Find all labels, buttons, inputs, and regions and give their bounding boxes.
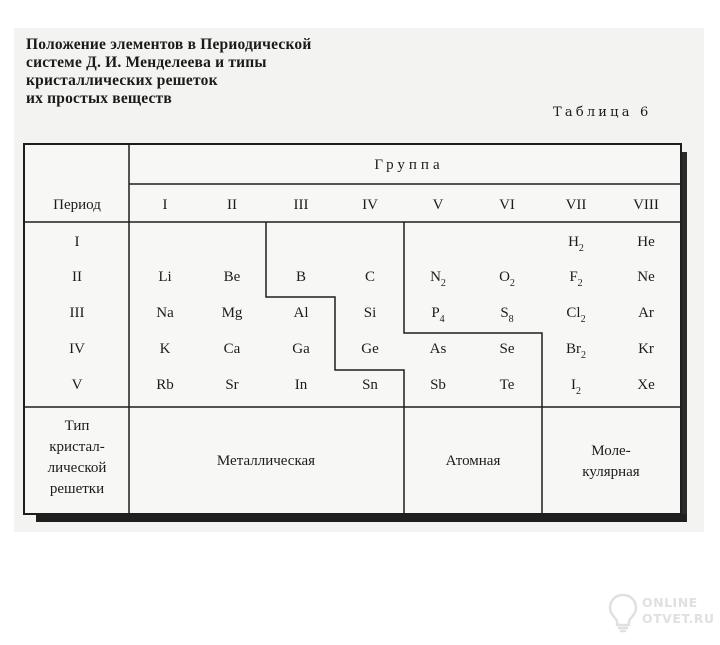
element-symbol-text: Sb <box>430 377 446 393</box>
group-number: III <box>293 197 309 213</box>
element-symbol <box>158 269 171 285</box>
element-symbol <box>224 269 241 285</box>
element-symbol-text: Kr <box>638 341 654 357</box>
element-symbol-text: K <box>159 341 171 357</box>
lattice-header-line: лической <box>47 460 107 476</box>
element-symbol-text: Te <box>499 377 515 393</box>
element-symbol-text: Rb <box>156 377 174 393</box>
element-symbol-text: O <box>499 269 510 285</box>
period-header: Период <box>53 197 101 213</box>
watermark-line: ONLINE <box>642 595 698 610</box>
watermark-line: OTVET.RU <box>642 611 715 626</box>
element-symbol <box>637 234 655 250</box>
element-symbol <box>638 341 654 357</box>
element-symbol-text: Na <box>156 305 174 321</box>
group-number: II <box>227 197 237 213</box>
period-number: II <box>72 269 82 285</box>
element-symbol <box>156 377 174 393</box>
element-symbol-text: Br <box>566 341 581 357</box>
group-header: Группа <box>374 157 444 173</box>
element-symbol-text: Ne <box>637 269 655 285</box>
element-symbol-text: Sn <box>362 377 378 393</box>
element-symbol <box>296 269 306 285</box>
group-number: I <box>162 197 168 213</box>
element-symbol-text: F <box>569 269 578 285</box>
element-subscript: 2 <box>578 243 584 254</box>
period-number: I <box>74 234 80 250</box>
heading-line: системе Д. И. Менделеева и типы <box>26 54 267 71</box>
element-symbol <box>362 377 378 393</box>
element-symbol-text: He <box>637 234 655 250</box>
element-symbol-text: B <box>295 269 307 285</box>
element-symbol-text: I <box>571 377 576 393</box>
heading-line: их простых веществ <box>26 90 172 107</box>
heading-line: кристаллических решеток <box>26 72 218 89</box>
element-symbol-text: Si <box>363 305 377 321</box>
element-symbol-text: Ca <box>223 341 241 357</box>
group-number: VIII <box>633 197 659 213</box>
element-symbol <box>430 341 447 357</box>
element-symbol <box>430 377 446 393</box>
element-symbol <box>638 305 654 321</box>
element-symbol <box>222 305 243 321</box>
element-symbol-text: H <box>568 234 579 250</box>
element-symbol <box>637 269 655 285</box>
element-symbol <box>292 341 310 357</box>
element-symbol <box>361 341 379 357</box>
element-symbol <box>500 377 515 393</box>
group-number: V <box>432 197 444 213</box>
element-symbol-text: Cl <box>566 305 581 321</box>
period-number: IV <box>69 341 85 357</box>
element-symbol-text: Xe <box>637 377 655 393</box>
group-number: IV <box>362 197 378 213</box>
element-symbol <box>637 377 655 393</box>
element-symbol-text: N <box>430 269 441 285</box>
element-symbol-text: As <box>429 341 447 357</box>
element-symbol-text: Be <box>223 269 241 285</box>
element-symbol-text: Ge <box>361 341 379 357</box>
element-symbol-text: In <box>294 377 308 393</box>
atomic-lattice-label: Атомная <box>445 453 501 469</box>
period-number: III <box>69 305 85 321</box>
element-symbol <box>365 269 375 285</box>
element-symbol-text: Li <box>158 269 172 285</box>
element-subscript: 8 <box>508 314 514 325</box>
element-symbol-text: Se <box>499 341 515 357</box>
watermark <box>606 591 715 635</box>
element-symbol <box>364 305 377 321</box>
period-number: V <box>71 377 83 393</box>
element-symbol-text: Ar <box>638 305 654 321</box>
lightbulb-icon <box>608 593 638 633</box>
lattice-header-line: Тип <box>64 418 90 434</box>
element-symbol <box>225 377 238 393</box>
molecular-lattice-label-line: кулярная <box>582 464 640 480</box>
element-symbol <box>295 377 308 393</box>
element-symbol <box>224 341 241 357</box>
element-symbol-text: C <box>364 269 376 285</box>
heading-line: Положение элементов в Периодической <box>26 36 312 53</box>
element-subscript: 2 <box>581 350 586 361</box>
element-symbol-text: S <box>500 305 509 321</box>
element-subscript: 2 <box>577 278 583 289</box>
element-subscript: 2 <box>576 386 581 397</box>
element-symbol <box>160 341 171 357</box>
metallic-lattice-label: Металлическая <box>216 453 316 469</box>
group-number: VI <box>499 197 515 213</box>
element-symbol-text: Al <box>293 305 309 321</box>
lattice-header-line: решетки <box>49 481 105 497</box>
element-subscript: 2 <box>509 278 515 289</box>
element-subscript: 2 <box>440 278 446 289</box>
group-number: VII <box>565 197 587 213</box>
element-symbol <box>294 305 309 321</box>
element-symbol <box>156 305 174 321</box>
element-symbol-text: Sr <box>225 377 239 393</box>
element-symbol-text: P <box>431 305 440 321</box>
element-subscript: 4 <box>439 314 445 325</box>
element-symbol-text: Mg <box>221 305 243 321</box>
element-symbol-text: Ga <box>292 341 310 357</box>
molecular-lattice-label-line: Моле- <box>591 443 631 459</box>
table-number-label: Таблица 6 <box>553 105 652 120</box>
element-subscript: 2 <box>580 314 586 325</box>
lattice-header-line: кристал- <box>49 439 105 455</box>
element-symbol <box>500 341 515 357</box>
